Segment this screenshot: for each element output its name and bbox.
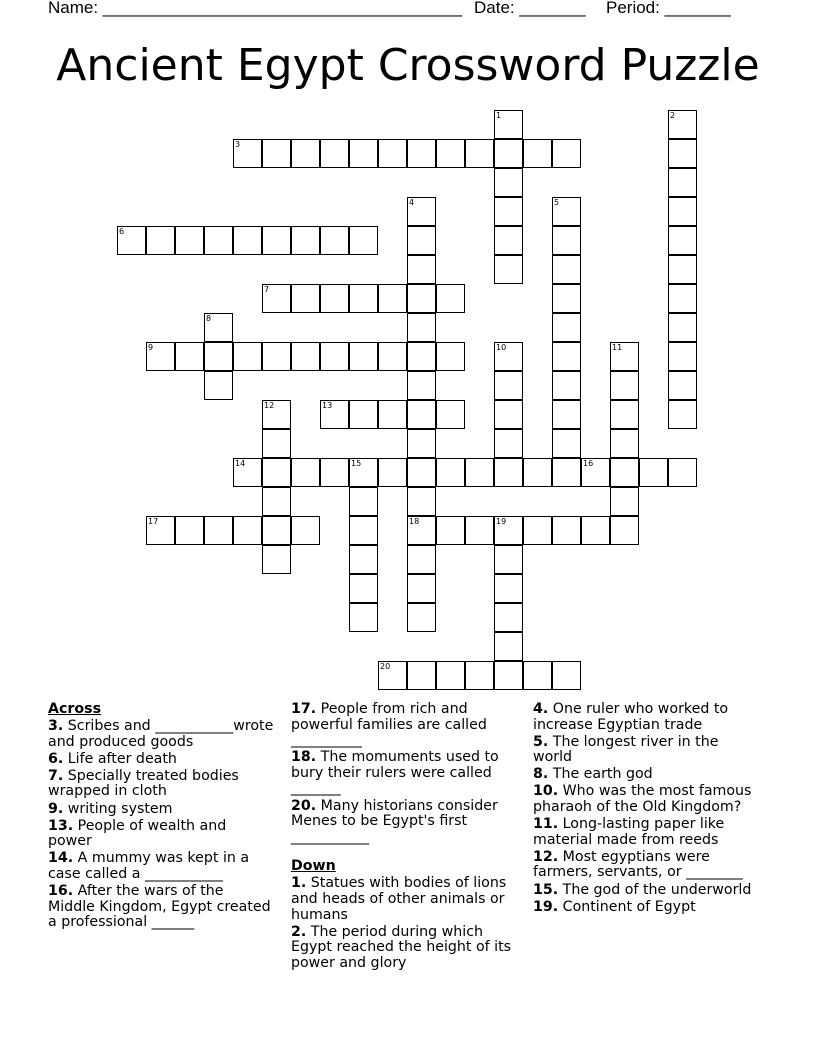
grid-cell[interactable]	[552, 458, 581, 487]
grid-cell[interactable]	[436, 458, 465, 487]
grid-cell[interactable]	[668, 371, 697, 400]
clue-item	[533, 784, 759, 815]
grid-cell[interactable]	[494, 545, 523, 574]
clue-item	[48, 719, 274, 750]
grid-cell[interactable]	[494, 400, 523, 429]
grid-cell[interactable]	[407, 458, 436, 487]
clue-text: The longest river in the world	[533, 733, 719, 766]
clue-number: 3	[235, 140, 241, 149]
clue-column-1	[48, 702, 274, 932]
clue-text: Specially treated bodies wrapped in cloth	[48, 767, 239, 800]
grid-cell[interactable]	[262, 516, 291, 545]
grid-cell[interactable]	[204, 516, 233, 545]
clue-number: 7	[264, 285, 270, 294]
grid-cell[interactable]	[349, 139, 378, 168]
clue-text: Many historians consider Menes to be Egypt's first ___________	[291, 797, 498, 845]
grid-cell[interactable]	[494, 255, 523, 284]
grid-cell[interactable]	[291, 284, 320, 313]
clue-text: Continent of Egypt	[562, 898, 696, 915]
grid-cell[interactable]	[320, 226, 349, 255]
grid-cell[interactable]	[349, 342, 378, 371]
grid-cell[interactable]	[465, 458, 494, 487]
grid-cell[interactable]	[494, 603, 523, 632]
grid-cell[interactable]	[610, 458, 639, 487]
grid-cell[interactable]	[668, 400, 697, 429]
grid-cell[interactable]	[668, 342, 697, 371]
clue-text: People from rich and powerful families are called __________	[291, 701, 487, 749]
grid-cell[interactable]	[349, 545, 378, 574]
grid-cell[interactable]	[407, 545, 436, 574]
clue-number-label: 15.	[533, 881, 559, 898]
grid-cell[interactable]	[349, 400, 378, 429]
grid-cell[interactable]	[349, 516, 378, 545]
clue-number-label: 3.	[48, 718, 64, 735]
clue-item	[533, 883, 759, 899]
clue-item	[291, 750, 517, 797]
grid-cell[interactable]	[262, 139, 291, 168]
clue-number-label: 8.	[533, 766, 549, 783]
down-clue-list-1	[291, 876, 517, 971]
grid-cell[interactable]	[494, 371, 523, 400]
grid-cell[interactable]	[494, 168, 523, 197]
grid-cell[interactable]	[262, 487, 291, 516]
grid-cell[interactable]	[233, 516, 262, 545]
clue-number-label: 12.	[533, 848, 559, 865]
clue-column-2	[291, 702, 517, 973]
grid-cell[interactable]	[494, 429, 523, 458]
grid-cell[interactable]	[552, 313, 581, 342]
grid-cell[interactable]	[552, 429, 581, 458]
grid-cell[interactable]	[668, 168, 697, 197]
grid-cell[interactable]	[668, 255, 697, 284]
grid-cell[interactable]	[668, 139, 697, 168]
grid-cell[interactable]	[465, 661, 494, 690]
page-title: Ancient Egypt Crossword Puzzle	[56, 40, 760, 91]
clue-item	[533, 817, 759, 848]
grid-cell[interactable]	[175, 342, 204, 371]
grid-cell[interactable]	[494, 574, 523, 603]
grid-cell[interactable]	[523, 661, 552, 690]
grid-cell[interactable]	[407, 139, 436, 168]
grid-cell[interactable]	[552, 284, 581, 313]
grid-cell[interactable]	[494, 661, 523, 690]
clue-text: Scribes and ___________wrote and produced goods	[48, 718, 274, 750]
grid-cell[interactable]	[291, 458, 320, 487]
name-field-label[interactable]: Name: ______________________________________	[48, 0, 463, 17]
grid-cell[interactable]	[262, 429, 291, 458]
grid-cell[interactable]	[552, 516, 581, 545]
clue-item	[533, 735, 759, 766]
grid-cell[interactable]	[291, 226, 320, 255]
grid-cell[interactable]	[320, 139, 349, 168]
clue-number: 10	[496, 343, 507, 352]
grid-cell[interactable]	[233, 342, 262, 371]
clue-text: The momuments used to bury their rulers were called _______	[291, 749, 499, 797]
clue-item	[48, 851, 274, 882]
grid-cell[interactable]	[378, 284, 407, 313]
grid-cell[interactable]	[436, 661, 465, 690]
clue-item	[48, 884, 274, 931]
grid-cell[interactable]	[378, 342, 407, 371]
clue-text: Statues with bodies of lions and heads of other animals or humans	[291, 875, 507, 923]
grid-cell[interactable]	[407, 400, 436, 429]
grid-cell[interactable]	[523, 516, 552, 545]
grid-cell[interactable]	[407, 487, 436, 516]
clue-text: The period during which Egypt reached the height of its power and glory	[291, 923, 512, 971]
grid-cell[interactable]	[668, 197, 697, 226]
grid-cell[interactable]	[610, 516, 639, 545]
grid-cell[interactable]	[291, 342, 320, 371]
clue-number: 17	[148, 517, 159, 526]
grid-cell[interactable]	[552, 226, 581, 255]
grid-cell[interactable]	[378, 139, 407, 168]
grid-cell[interactable]	[291, 516, 320, 545]
clue-text: One ruler who worked to increase Egyptian trade	[533, 701, 729, 733]
clue-number-label: 13.	[48, 817, 74, 834]
clue-number: 19	[496, 517, 507, 526]
grid-cell[interactable]	[262, 226, 291, 255]
clue-number: 15	[351, 459, 362, 468]
grid-cell[interactable]	[552, 661, 581, 690]
clue-number: 18	[409, 517, 420, 526]
clue-text: After the wars of the Middle Kingdom, Egypt created a professional ______	[48, 883, 271, 931]
grid-cell[interactable]	[668, 284, 697, 313]
clue-item	[291, 702, 517, 749]
clue-number-label: 10.	[533, 783, 559, 800]
grid-cell[interactable]	[668, 226, 697, 255]
clue-number: 9	[148, 343, 154, 352]
grid-cell[interactable]	[320, 458, 349, 487]
grid-cell[interactable]	[494, 458, 523, 487]
grid-cell[interactable]	[349, 603, 378, 632]
clue-number-label: 7.	[48, 767, 64, 784]
clue-text: Long-lasting paper like material made from reeds	[533, 816, 725, 848]
clue-item	[48, 819, 274, 850]
clue-number: 4	[409, 198, 415, 207]
grid-cell[interactable]	[581, 516, 610, 545]
grid-cell[interactable]	[349, 284, 378, 313]
grid-cell[interactable]	[465, 516, 494, 545]
grid-cell[interactable]	[407, 284, 436, 313]
grid-cell[interactable]	[233, 226, 262, 255]
grid-cell[interactable]	[407, 313, 436, 342]
grid-cell[interactable]	[262, 458, 291, 487]
grid-cell[interactable]	[291, 139, 320, 168]
clue-number: 8	[206, 314, 212, 323]
clue-number-label: 5.	[533, 733, 549, 750]
grid-cell[interactable]	[146, 226, 175, 255]
period-field-label[interactable]: Period: _______	[606, 0, 731, 17]
across-clue-list-2	[291, 702, 517, 845]
grid-cell[interactable]	[552, 371, 581, 400]
clue-number-label: 9.	[48, 800, 64, 817]
clue-number: 6	[119, 227, 125, 236]
grid-cell[interactable]	[552, 255, 581, 284]
grid-cell[interactable]	[436, 516, 465, 545]
grid-cell[interactable]	[204, 226, 233, 255]
clue-number-label: 20.	[291, 797, 317, 814]
clue-text: writing system	[67, 800, 173, 817]
clue-item	[533, 702, 759, 733]
clue-number: 5	[554, 198, 560, 207]
clue-item	[291, 925, 517, 972]
grid-cell[interactable]	[407, 603, 436, 632]
clue-text: A mummy was kept in a case called a ___________	[48, 850, 250, 882]
grid-cell[interactable]	[204, 342, 233, 371]
grid-cell[interactable]	[378, 458, 407, 487]
grid-cell[interactable]	[407, 661, 436, 690]
clue-text: Life after death	[67, 750, 177, 767]
down-clue-list-2	[533, 702, 759, 915]
clue-column-3	[533, 702, 759, 917]
across-heading: Across	[48, 701, 102, 717]
grid-cell[interactable]	[668, 458, 697, 487]
grid-cell[interactable]	[378, 400, 407, 429]
clue-number-label: 4.	[533, 701, 549, 717]
clue-number: 12	[264, 401, 275, 410]
clue-number-label: 11.	[533, 816, 559, 833]
clue-number-label: 6.	[48, 750, 64, 767]
clue-text: The god of the underworld	[562, 881, 752, 898]
clue-item	[533, 767, 759, 783]
grid-cell[interactable]	[552, 342, 581, 371]
grid-cell[interactable]	[407, 342, 436, 371]
clue-item	[48, 752, 274, 768]
clue-item	[48, 802, 274, 818]
clue-item	[533, 850, 759, 881]
grid-cell[interactable]	[494, 139, 523, 168]
clue-text: People of wealth and power	[48, 817, 227, 850]
grid-cell[interactable]	[523, 139, 552, 168]
grid-cell[interactable]	[465, 139, 494, 168]
clue-text: The earth god	[552, 766, 653, 783]
grid-cell[interactable]	[610, 429, 639, 458]
clue-number-label: 2.	[291, 923, 307, 940]
down-heading: Down	[291, 858, 336, 875]
clue-item	[533, 900, 759, 916]
grid-cell[interactable]	[175, 226, 204, 255]
grid-cell[interactable]	[407, 574, 436, 603]
clue-number-label: 16.	[48, 883, 74, 900]
clue-number-label: 19.	[533, 898, 559, 915]
clue-text: Who was the most famous pharaoh of the Old Kingdom?	[533, 783, 752, 816]
grid-cell[interactable]	[494, 226, 523, 255]
clue-text: Most egyptians were farmers, servants, or ________	[533, 848, 743, 881]
clue-number: 16	[583, 459, 594, 468]
clue-number: 2	[670, 111, 676, 120]
grid-cell[interactable]	[175, 516, 204, 545]
grid-cell[interactable]	[523, 458, 552, 487]
clue-number: 14	[235, 459, 246, 468]
clue-number: 1	[496, 111, 502, 120]
grid-cell[interactable]	[262, 545, 291, 574]
clue-item	[291, 876, 517, 923]
grid-cell[interactable]	[407, 371, 436, 400]
date-field-label[interactable]: Date: _______	[474, 0, 586, 17]
grid-cell[interactable]	[407, 255, 436, 284]
clue-number: 11	[612, 343, 623, 352]
grid-cell[interactable]	[349, 487, 378, 516]
grid-cell[interactable]	[262, 342, 291, 371]
clue-item	[48, 769, 274, 800]
grid-cell[interactable]	[436, 342, 465, 371]
across-clue-list-1	[48, 719, 274, 931]
grid-cell[interactable]	[320, 284, 349, 313]
grid-cell[interactable]	[552, 139, 581, 168]
grid-cell[interactable]	[552, 400, 581, 429]
grid-cell[interactable]	[349, 226, 378, 255]
grid-cell[interactable]	[639, 458, 668, 487]
clue-item	[291, 799, 517, 846]
clue-number-label: 14.	[48, 850, 74, 867]
grid-cell[interactable]	[668, 313, 697, 342]
grid-cell[interactable]	[610, 487, 639, 516]
grid-cell[interactable]	[436, 400, 465, 429]
grid-cell[interactable]	[436, 139, 465, 168]
grid-cell[interactable]	[204, 371, 233, 400]
grid-cell[interactable]	[494, 632, 523, 661]
grid-cell[interactable]	[610, 400, 639, 429]
clue-number: 20	[380, 662, 391, 671]
clue-number-label: 18.	[291, 749, 317, 766]
grid-cell[interactable]	[407, 226, 436, 255]
grid-cell[interactable]	[436, 284, 465, 313]
grid-cell[interactable]	[320, 342, 349, 371]
clue-number: 13	[322, 401, 333, 410]
clue-number-label: 1.	[291, 875, 307, 892]
grid-cell[interactable]	[610, 371, 639, 400]
grid-cell[interactable]	[494, 197, 523, 226]
grid-cell[interactable]	[407, 429, 436, 458]
clue-number-label: 17.	[291, 701, 317, 717]
grid-cell[interactable]	[349, 574, 378, 603]
